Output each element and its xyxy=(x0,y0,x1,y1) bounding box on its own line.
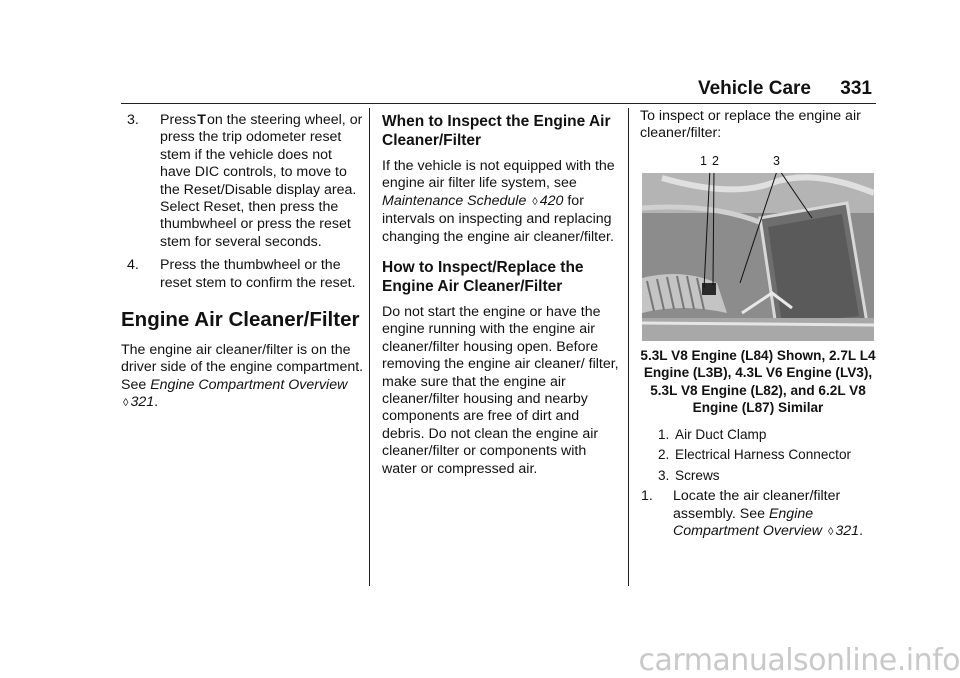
step-number: 1. xyxy=(641,488,653,505)
legend-number: 3. xyxy=(658,467,670,483)
step-text: Press xyxy=(160,112,197,128)
paragraph-text: for intervals on inspecting and replacing changing the engine air cleaner/filter. xyxy=(382,192,614,245)
step-text: Locate the air cleaner/filter assembly. See xyxy=(673,488,841,522)
paragraph xyxy=(121,342,366,413)
callout-1: 1 xyxy=(700,153,707,168)
callout-3: 3 xyxy=(773,153,780,168)
intro-text: To inspect or replace the engine air cleaner/filter: xyxy=(640,108,861,142)
legend-text: Screws xyxy=(675,467,720,483)
subsection-heading: When to Inspect the Engine Air Cleaner/Filter xyxy=(382,113,611,149)
step-4 xyxy=(121,257,366,292)
figure-caption: 5.3L V8 Engine (L84) Shown, 2.7L L4 Engine (L3B), 4.3L V6 Engine (LV3), 5.3L V8 Engine (L82), and 6.2L V8 Engine (L87) Similar xyxy=(640,347,876,416)
step-text: Press the thumbwheel or the reset stem to confirm the reset. xyxy=(160,257,356,291)
legend-item xyxy=(652,468,876,485)
punctuation: . xyxy=(154,394,159,411)
page-ref-icon: ◊ xyxy=(827,526,834,539)
paragraph-text: If the vehicle is not equipped with the engine air filter life system, see xyxy=(382,158,615,192)
paragraph xyxy=(382,158,622,246)
page-number: 331 xyxy=(840,78,872,99)
legend-text: Electrical Harness Connector xyxy=(675,447,852,463)
step-3 xyxy=(121,112,366,251)
page-ref-number[interactable]: 420 xyxy=(539,192,564,209)
column-divider xyxy=(628,108,629,586)
paragraph-text: The engine air cleaner/filter is on the driver side of the engine compartment. See xyxy=(121,342,364,393)
subsection-heading: How to Inspect/Replace the Engine Air Cleaner/Filter xyxy=(382,259,584,296)
cross-reference-link[interactable]: Engine Compartment Overview xyxy=(150,376,348,393)
cross-reference-link[interactable]: Maintenance Schedule xyxy=(382,192,527,209)
engine-figure xyxy=(640,153,874,341)
page-ref-icon: ◊ xyxy=(532,195,538,208)
step-text: on the steering wheel, or press the trip odometer reset stem if the vehicle does not have DIC controls, to move to the Reset/Disable display area. Select Reset, then press the thumbwheel or press the reset stem for several seconds. xyxy=(160,112,363,250)
column-2 xyxy=(382,108,622,484)
header-rule xyxy=(121,103,876,104)
section-heading: Engine Air Cleaner/Filter xyxy=(121,308,360,332)
cross-reference-link[interactable]: Engine Compartment Overview xyxy=(673,505,823,540)
section-title: Vehicle Care xyxy=(697,78,812,99)
legend-text: Air Duct Clamp xyxy=(675,426,767,442)
watermark: carmanualsonline.info xyxy=(638,643,960,678)
paragraph: Do not start the engine or have the engine running with the engine air cleaner/filter housing open. Before removing the engine air cleaner/ filter, make sure that the engine air cleaner/filter housing and nearby components are free of dirt and debris. Do not clean the engine air cleaner/filter or components with water or compressed air. xyxy=(382,304,619,477)
engine-photo-illustration xyxy=(642,173,874,341)
column-3 xyxy=(640,108,876,548)
column-divider xyxy=(369,108,370,586)
legend-item xyxy=(652,427,876,444)
callout-2: 2 xyxy=(712,153,719,168)
step-number: 3. xyxy=(127,112,139,128)
page-ref-number[interactable]: 321 xyxy=(130,394,155,411)
step-number: 4. xyxy=(127,257,139,274)
punctuation: . xyxy=(859,523,864,540)
legend-number: 1. xyxy=(658,426,670,442)
steering-control-icon: T xyxy=(197,112,206,128)
step-1 xyxy=(640,488,876,541)
figure-callouts xyxy=(640,153,874,173)
page-ref-number[interactable]: 321 xyxy=(835,523,860,540)
page-ref-icon: ◊ xyxy=(123,397,129,410)
legend-number: 2. xyxy=(658,447,670,463)
legend-item xyxy=(652,447,876,464)
page-header xyxy=(698,78,872,100)
engine-air-cleaner-photo xyxy=(642,173,874,341)
figure-legend xyxy=(652,427,876,485)
column-1 xyxy=(121,108,366,419)
